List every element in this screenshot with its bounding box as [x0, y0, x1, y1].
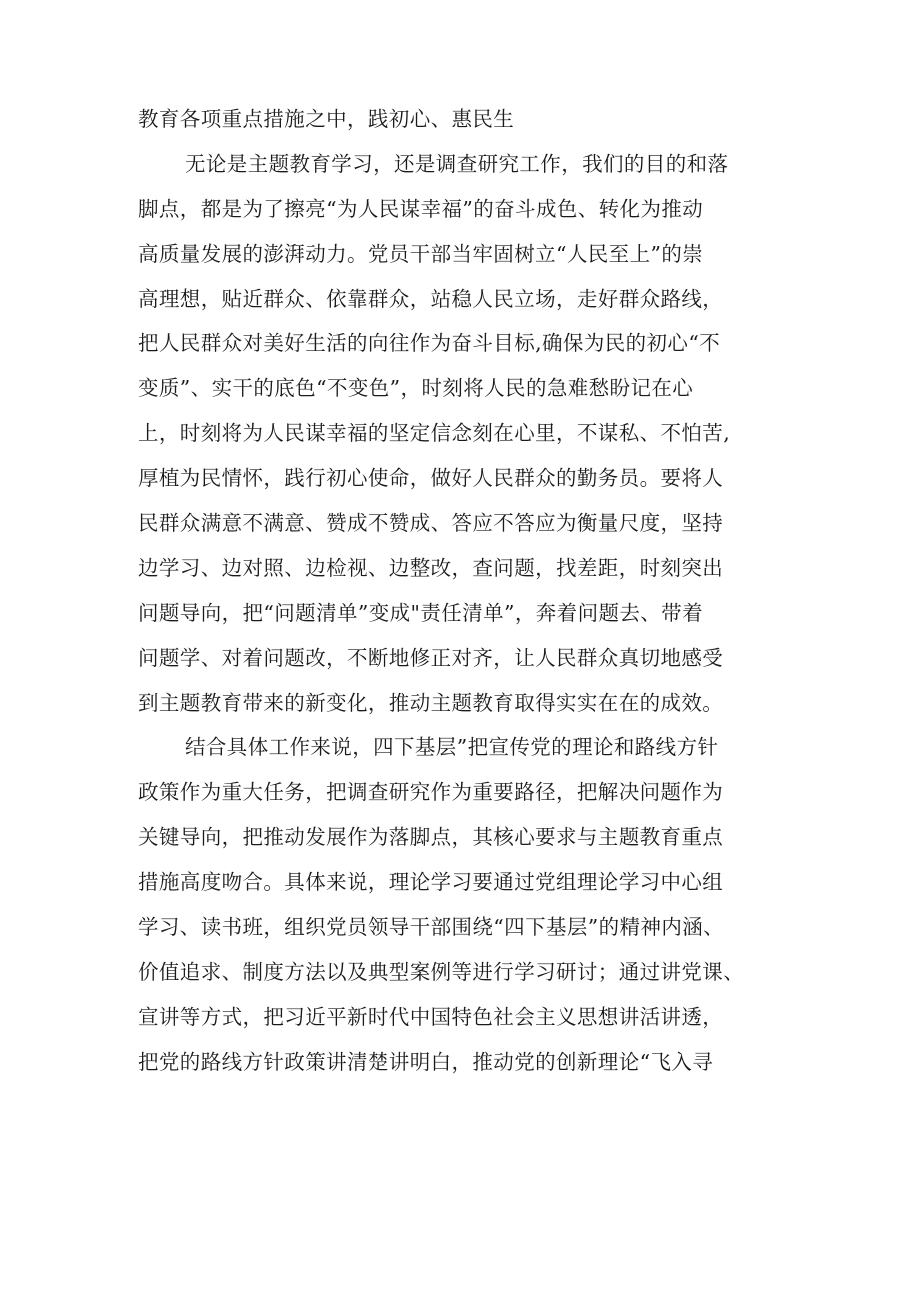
paragraph-first-line: 无论是主题教育学习，还是调查研究工作，我们的目的和落: [185, 151, 729, 176]
text-line: 教育各项重点措施之中，践初心、惠民生: [138, 107, 515, 131]
text-line: 高理想，贴近群众、依靠群众，站稳人民立场，走好群众路线，: [138, 286, 724, 311]
text-line: 价值追求、制度方法以及典型案例等进行学习研讨；通过讲党课、: [138, 959, 745, 984]
text-line: 把人民群众对美好生活的向往作为奋斗目标,确保为民的初心“不: [138, 331, 721, 356]
text-line: 脚点，都是为了擦亮“为人民谋幸福”的奋斗成色、转化为推动: [138, 196, 704, 221]
text-line: 高质量发展的澎湃动力。党员干部当牢固树立“人民至上”的崇: [138, 241, 704, 266]
text-line: 民群众满意不满意、赞成不赞成、答应不答应为衡量尺度，坚持: [138, 511, 724, 536]
text-line: 变质”、实干的底色“不变色”，时刻将人民的急难愁盼记在心: [138, 376, 694, 401]
text-line: 到主题教育带来的新变化，推动主题教育取得实实在在的成效。: [138, 690, 724, 715]
text-line: 政策作为重大任务，把调查研究作为重要路径，把解决问题作为: [138, 780, 724, 805]
text-line: 问题学、对着问题改，不断地修正对齐，让人民群众真切地感受: [138, 645, 724, 670]
text-line: 关键导向，把推动发展作为落脚点，其核心要求与主题教育重点: [138, 825, 724, 850]
text-line: 上，时刻将为人民谋幸福的坚定信念刻在心里，不谋私、不怕苦,: [138, 421, 731, 446]
text-line: 把党的路线方针政策讲清楚讲明白，推动党的创新理论“飞入寻: [138, 1049, 714, 1074]
text-line: 问题导向，把“问题清单”变成"责任清单”，奔着问题去、带着: [138, 600, 703, 625]
text-line: 措施高度吻合。具体来说，理论学习要通过党组理论学习中心组: [138, 870, 724, 895]
paragraph-first-line: 结合具体工作来说，四下基层”把宣传党的理论和路线方针: [185, 735, 719, 760]
document-body: [138, 97, 810, 1085]
text-line: 学习、读书班，组织党员领导干部围绕“四下基层”的精神内涵、: [138, 915, 725, 940]
text-line: 边学习、边对照、边检视、边整改，查问题，找差距，时刻突出: [138, 555, 724, 580]
text-line: 宣讲等方式，把习近平新时代中国特色社会主义思想讲活讲透，: [138, 1004, 724, 1029]
text-line: 厚植为民情怀，践行初心使命，做好人民群众的勤务员。要将人: [138, 466, 724, 491]
